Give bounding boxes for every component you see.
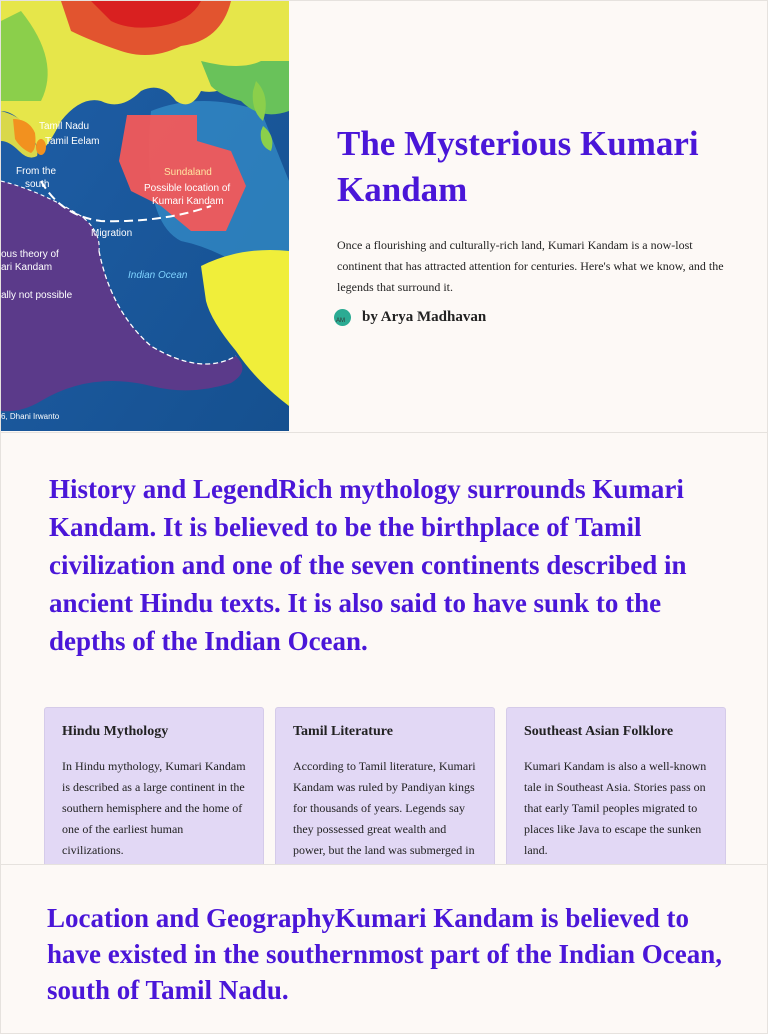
card-body: In Hindu mythology, Kumari Kandam is described as a large continent in the southern hemisphere and the home of one of the earliest human civilizations.: [62, 759, 246, 857]
map-label-possible-location: Possible location of: [144, 183, 231, 194]
card-body: According to Tamil literature, Kumari Kandam was ruled by Pandiyan kings for thousands of years. Legends say they possessed great wealth and power, but the land was submerged in: [293, 759, 476, 857]
avatar-initials: AM: [336, 318, 345, 324]
map-label-theory-line2: ari Kandam: [1, 262, 53, 273]
map-label-south: south: [25, 179, 50, 190]
author-name: by Arya Madhavan: [362, 309, 487, 325]
map-label-from-the: From the: [16, 166, 57, 177]
history-section: [0, 432, 768, 865]
location-section: [0, 864, 768, 1034]
avatar: [334, 309, 351, 326]
card-title: Hindu Mythology: [62, 724, 169, 739]
map-label-kumari-kandam: Kumari Kandam: [152, 196, 224, 207]
map-label-sundaland: Sundaland: [164, 167, 212, 178]
hero-description: Once a flourishing and culturally-rich land, Kumari Kandam is a now-lost continent that has attracted attention for centuries. Here's what we know, and the legends that surround it.: [337, 238, 724, 294]
page-title: The Mysterious Kumari Kandam: [337, 124, 699, 209]
kumari-kandam-map: [1, 1, 289, 431]
map-label-indian-ocean: Indian Ocean: [128, 270, 188, 281]
map-label-migration: Migration: [91, 228, 133, 239]
map-label-not-possible: ally not possible: [1, 290, 73, 301]
hero-section: [0, 0, 768, 433]
map-label-theory-line1: ous theory of: [1, 249, 59, 260]
location-heading: Location and GeographyKumari Kandam is believed to have existed in the southernmost part of the Indian Ocean, south of Tamil Nadu.: [47, 903, 723, 1005]
history-heading: History and LegendRich mythology surrounds Kumari Kandam. It is believed to be the birthplace of Tamil civilization and one of the seven continents described in ancient Hindu texts. It is also said to have sunk to the depths of the Indian Ocean.: [49, 474, 687, 656]
hero-text: [337, 121, 737, 326]
card-title: Tamil Literature: [293, 724, 393, 739]
card-title: Southeast Asian Folklore: [524, 724, 674, 739]
map-label-tamil-eelam: Tamil Eelam: [45, 136, 100, 147]
card-body: Kumari Kandam is also a well-known tale in Southeast Asia. Stories pass on that early Tamil peoples migrated to places like Java to escape the sunken land.: [524, 759, 707, 857]
map-label-tamil-nadu: Tamil Nadu: [39, 121, 90, 132]
map-credit: 6, Dhani Irwanto: [1, 412, 60, 421]
byline: [337, 309, 737, 326]
